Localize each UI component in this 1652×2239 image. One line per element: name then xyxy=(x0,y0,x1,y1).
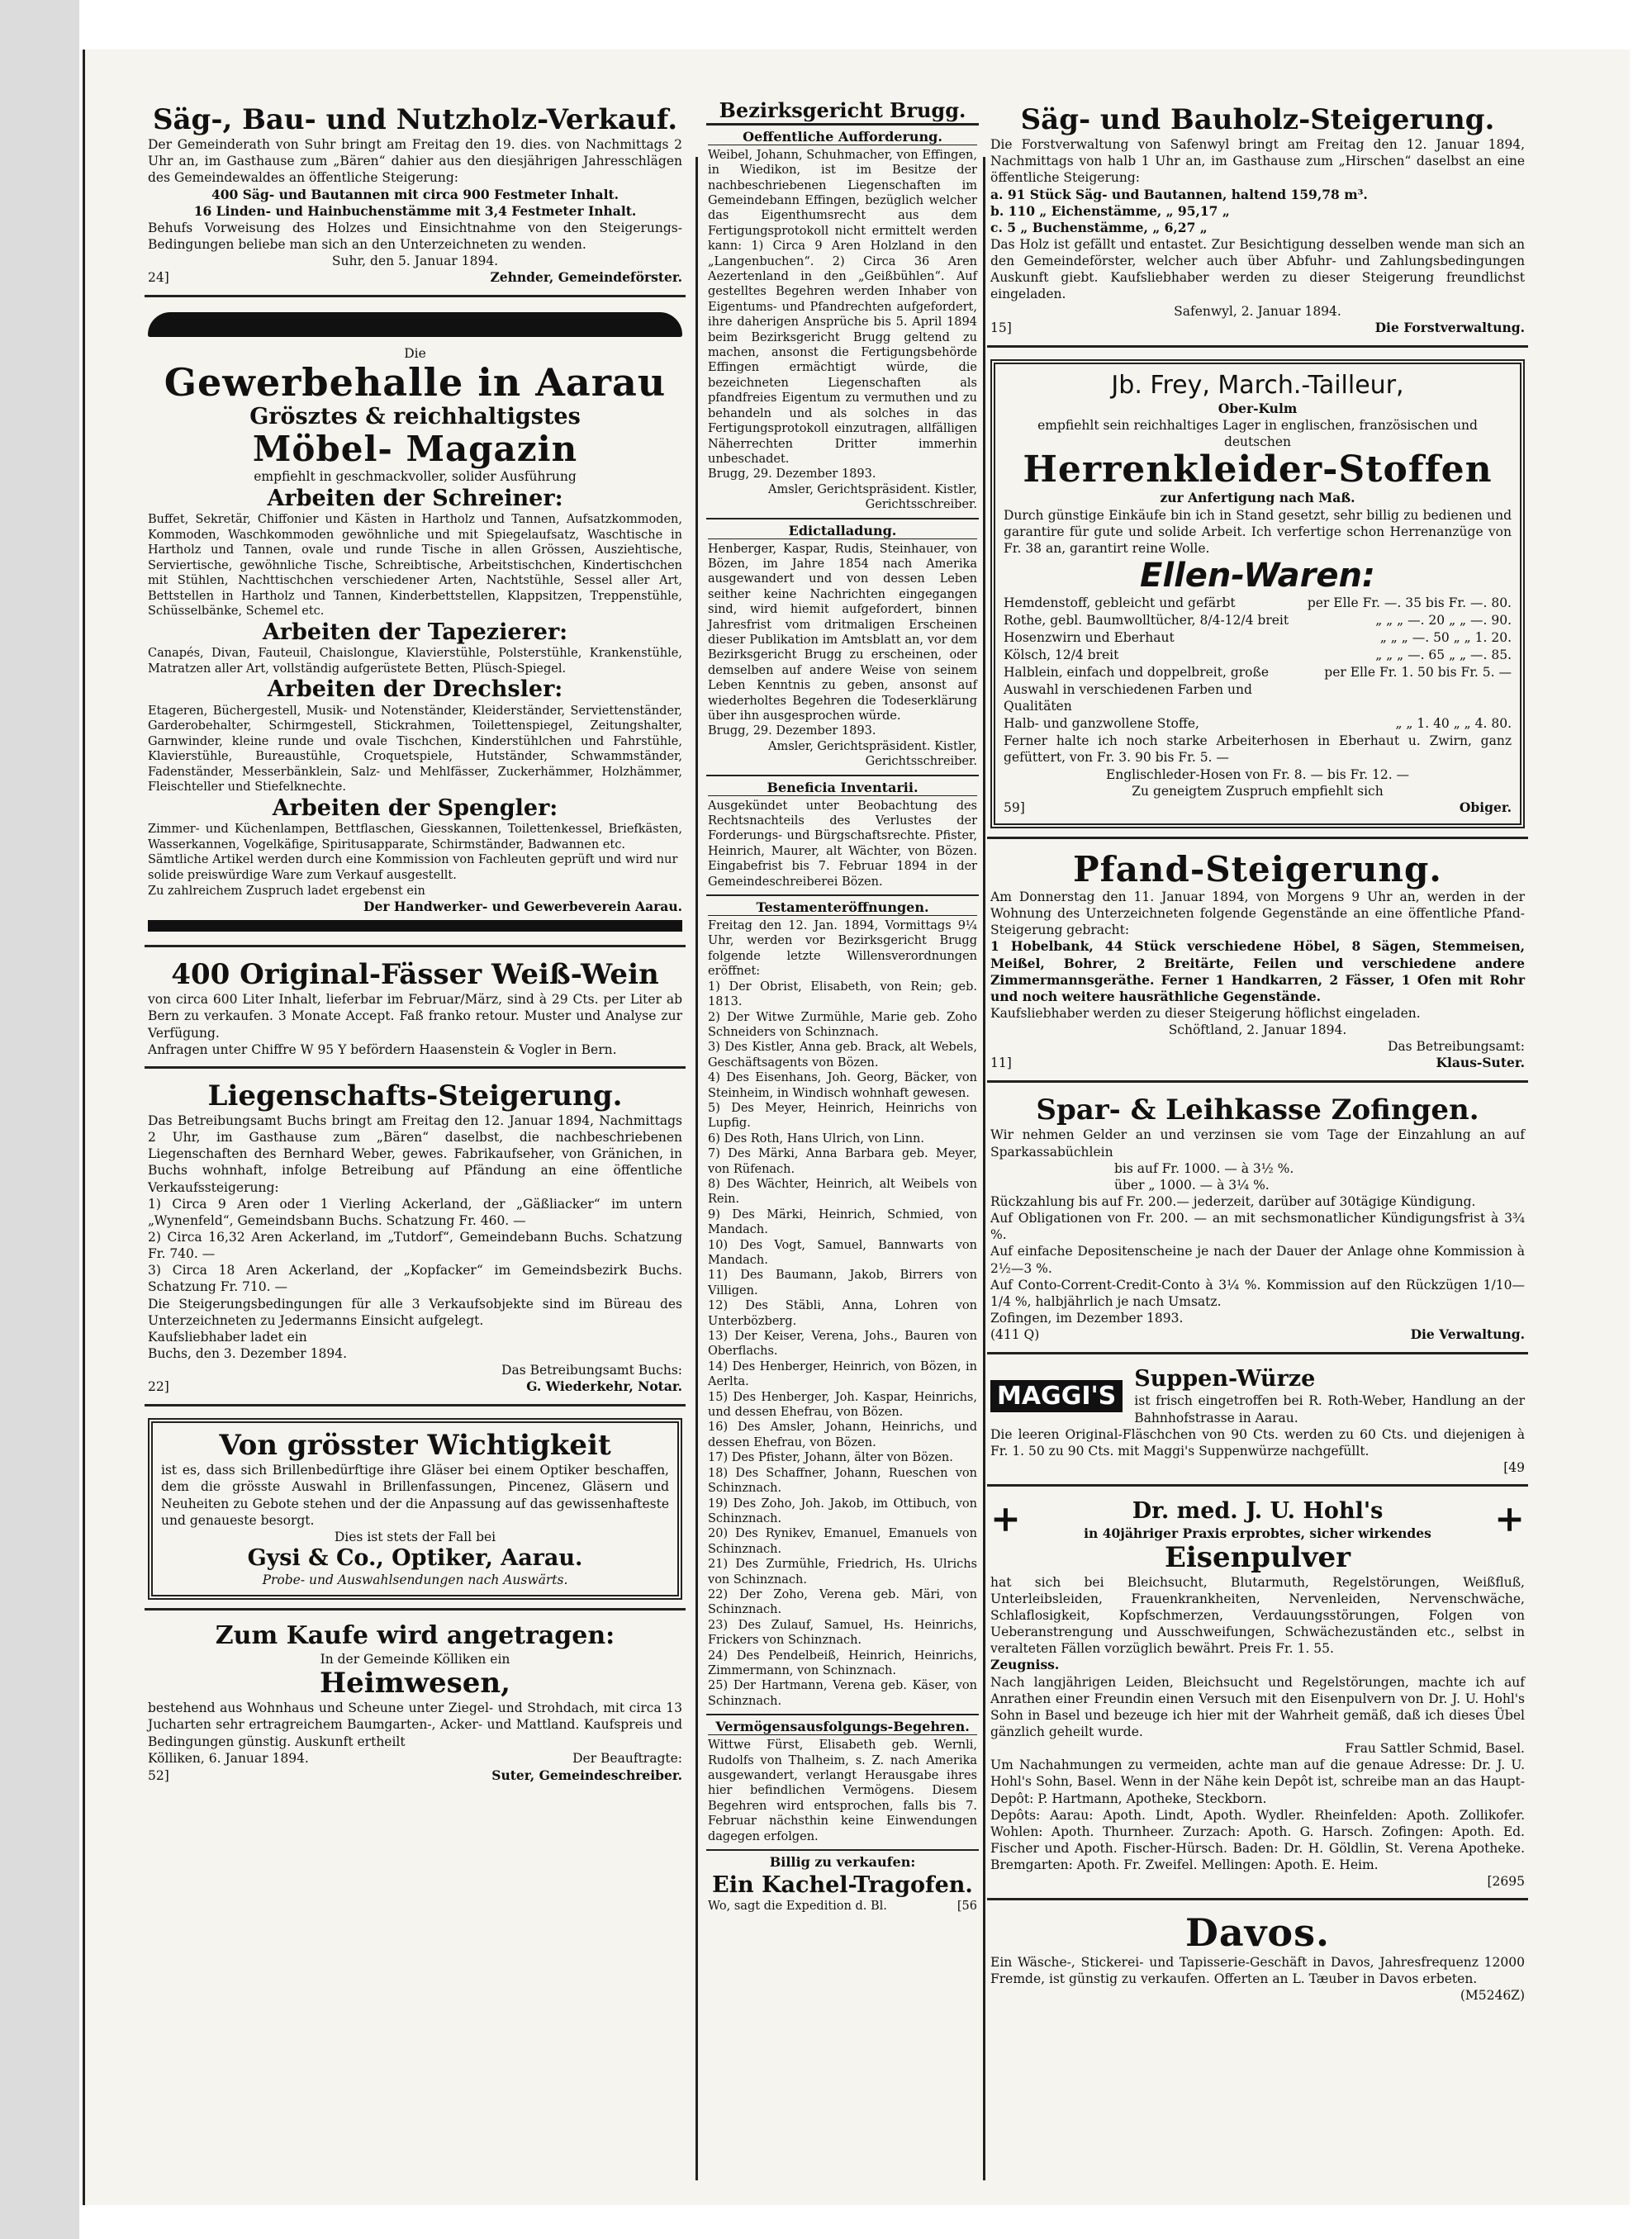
notice-title: Edictalladung. xyxy=(708,523,977,539)
ad-title: Zum Kaufe wird angetragen: xyxy=(215,1621,615,1651)
ad-body: Auf einfache Depositenscheine je nach der Dauer der Anlage ohne Kommission à 2½—3 %. xyxy=(990,1244,1525,1276)
testament-item: 9) Des Märki, Heinrich, Schmied, von Mandach. xyxy=(708,1207,977,1237)
ad-subtitle: Möbel- Magazin xyxy=(252,429,578,470)
ad-number: [56 xyxy=(957,1900,977,1914)
ad-headline: Ein Kachel-Tragofen. xyxy=(712,1872,973,1899)
price-value: per Elle Fr. 1. 50 bis Fr. 5. — xyxy=(1324,664,1512,680)
column-left xyxy=(145,99,686,2197)
column-right xyxy=(987,99,1528,2197)
testament-item: 25) Der Hartmann, Verena geb. Käser, von Schinznach. xyxy=(708,1679,977,1708)
section-text: Buffet, Sekretär, Chiffonier und Kästen in Hartholz und Tannen, Aufsatzkommoden, Kommoden, Waschkommoden gewöhnliche und mit Spiegelaufsatz, Waschtische in Hartholz und Tannen, ovale und runde Tische in allen Grössen, Ausziehtische, Serviertische, gewöhnliche Tische, Schreibtische, Arbeitstischchen, Kindertischchen mit Stühlen, Nachttischchen verschiedener Arten, Nachtstühle, Sessel aller Art, Bettstellen in Hartholz und Tannen, Kinderbettstellen, Klappsitzen, Treppenstühle, Schüsselbänke, Schemel etc. xyxy=(148,512,682,619)
column-heading: Bezirksgericht Brugg. xyxy=(706,99,979,126)
notice-title: Testamenteröffnungen. xyxy=(708,899,977,916)
ad-headline: Ellen-Waren: xyxy=(1140,556,1375,595)
ad-signature: Zehnder, Gemeindeförster. xyxy=(490,269,682,286)
ad-body: Ein Wäsche-, Stickerei- und Tapisserie-Geschäft in Davos, Jahresfrequenz 12000 Fremde, ist günstig zu verkaufen. Offerten an L. Tæuber in Davos erbeten. xyxy=(990,1955,1525,1987)
ad-hohl-eisenpulver xyxy=(987,1493,1528,1900)
testament-item: 19) Des Zoho, Joh. Jakob, im Ottibuch, von Schinznach. xyxy=(708,1497,977,1525)
left-margin-strip xyxy=(0,0,79,2239)
ad-body: Ferner halte ich noch starke Arbeiterhosen in Eberhaut u. Zwirn, ganz gefüttert, von Fr. 3. 90 bis Fr. 5. — xyxy=(1004,733,1512,766)
ad-body: Die Forstverwaltung von Safenwyl bringt am Freitag den 12. Januar 1894, Nachmittags von halb 1 Uhr an, im Gasthause zum „Hirschen“ daselbst an eine öffentliche Steigerung: xyxy=(990,137,1525,186)
ad-signature: Frau Sattler Schmid, Basel. xyxy=(1345,1741,1525,1757)
rate-line: über „ 1000. — à 3¼ %. xyxy=(1114,1177,1270,1193)
ad-saeg-bauholz xyxy=(987,99,1528,348)
testament-item: 11) Des Baumann, Jakob, Birrers von Villigen. xyxy=(708,1269,977,1297)
price-row xyxy=(1004,715,1512,733)
testament-item: 2) Der Witwe Zurmühle, Marie geb. Zoho Schneiders von Schinznach. xyxy=(708,1010,977,1039)
ad-body: hat sich bei Bleichsucht, Blutarmuth, Regelstörungen, Weißfluß, Unterleibsleiden, Frauenkrankheiten, Nervenleiden, Nervenschwäche, Schlaflosigkeit, Kopfschmerzen, Verdauungsstörungen, Folgen von Ueberanstrengung und Ausschweifungen, Schwächezuständen etc., selbst in veralteten Fällen vorzüglich bewährt. Preis Fr. 1. 55. xyxy=(990,1574,1525,1657)
ad-number: (M5246Z) xyxy=(1460,1988,1525,2004)
ad-weisswein xyxy=(145,954,686,1069)
price-item: Hemdenstoff, gebleicht und gefärbt xyxy=(1004,595,1236,610)
testament-item: 13) Der Keiser, Verena, Johs., Bauren von Oberflachs. xyxy=(708,1330,977,1359)
testament-item: 1) Der Obrist, Elisabeth, von Rein; geb. 1813. xyxy=(708,980,977,1009)
ad-body: ist es, dass sich Brillenbedürftige ihre Gläser bei einem Optiker beschaffen, dem die grösste Auswahl in Brillenfassungen, Pincenez, Gläsern und Neuheiten zu Gebote stehen und der die Anpassung auf das gewissenhafteste und genaueste besorgt. xyxy=(161,1463,669,1528)
notice-body: Freitag den 12. Jan. 1894, Vormittags 9¼ Uhr, werden vor Bezirksgericht Brugg folgende letzte Willensverordnungen eröffnet: xyxy=(708,919,977,979)
notice-title: Billig zu verkaufen: xyxy=(769,1854,916,1871)
ad-body: Am Donnerstag den 11. Januar 1894, von Morgens 9 Uhr an, werden in der Wohnung des Unterzeichneten folgende Gegenstände an eine öffentliche Pfand-Steigerung gebracht: xyxy=(990,889,1525,938)
ad-gysi-optiker xyxy=(145,1413,686,1610)
ad-line: c. 5 „ Buchenstämme, „ 6,27 „ xyxy=(990,219,1208,235)
ad-body: Kaufsliebhaber werden zu dieser Steigerung höflichst eingeladen. xyxy=(990,1005,1421,1021)
price-row xyxy=(1004,664,1512,716)
price-item: Halblein, einfach und doppelbreit, große Auswahl in verschiedenen Farben und Qualitäten xyxy=(1004,664,1270,714)
ad-gewerbehalle xyxy=(145,304,686,947)
ad-title: Säg- und Bauholz-Steigerung. xyxy=(1020,103,1495,136)
ad-body: bestehend aus Wohnhaus und Scheune unter Ziegel- und Strohdach, mit circa 13 Jucharten sehr ertragreichem Baumgarten-, Acker- und Mattland. Kaufspreis und Bedingungen günstig. Auskunft ertheilt xyxy=(148,1701,682,1749)
ornament-bar xyxy=(148,920,682,932)
ad-signature: G. Wiederkehr, Notar. xyxy=(526,1378,682,1395)
ad-body: Kaufsliebhaber ladet ein xyxy=(148,1329,307,1345)
testament-item: 23) Des Zulauf, Samuel, Hs. Heinrichs, Frickers von Schinznach. xyxy=(708,1618,977,1648)
ad-heimwesen xyxy=(145,1617,686,1792)
testament-item: 14) Des Henberger, Heinrich, von Bözen, in Aerlta. xyxy=(708,1359,977,1389)
ad-title: Davos. xyxy=(1184,1910,1331,1956)
ad-signature: Klaus-Suter. xyxy=(1436,1055,1525,1071)
testament-item: 15) Des Henberger, Joh. Kaspar, Heinrichs, und dessen Ehefrau, von Bözen. xyxy=(708,1390,977,1420)
ad-body: ist frisch eingetroffen bei R. Roth-Weber, Handlung an der Bahnhofstrasse in Aarau. xyxy=(1134,1393,1525,1425)
ad-pfand-steigerung xyxy=(987,846,1528,1084)
price-table xyxy=(1004,595,1512,733)
rate-line: bis auf Fr. 1000. — à 3½ %. xyxy=(1114,1160,1294,1176)
ad-body: Auf Conto-Corrent-Credit-Conto à 3¼ %. Kommission auf den Rückzügen 1/10—1/4 %, halbjährlich je nach Umsatz. xyxy=(990,1277,1525,1309)
ad-signature: Die Verwaltung. xyxy=(1410,1326,1525,1343)
ad-body: Um Nachahmungen zu vermeiden, achte man auf die genaue Adresse: Dr. J. U. Hohl's Sohn, Basel. Wenn in der Nähe kein Depôt ist, schreibe man an das Haupt-Depôt: P. Hartmann, Apotheke, Steckborn. xyxy=(990,1758,1525,1806)
ad-place-date: Schöftland, 2. Januar 1894. xyxy=(1168,1022,1347,1038)
ad-item: 2) Circa 16,32 Aren Ackerland, im „Tutdorf“, Gemeindebann Buchs. Schatzung Fr. 740. — xyxy=(148,1229,682,1262)
ad-signature: Obiger. xyxy=(1459,799,1512,815)
testament-item: 7) Des Märki, Anna Barbara geb. Meyer, von Rüfenach. xyxy=(708,1147,977,1176)
ad-note: Probe- und Auswahlsendungen nach Auswärts. xyxy=(262,1573,568,1588)
ad-headline: Eisenpulver xyxy=(1164,1540,1351,1574)
section-text: Etageren, Büchergestell, Musik- und Notenständer, Kleiderständer, Serviettenständer, Garderobehalter, Schirmgestell, Stickrahmen, Toilettenspiegel, Zeitungshalter, Garnwinder, kleine runde und ovale Tischchen, Kinderstühlchen und Fahrstühle, Klavierstühle, Bureaustühle, Croquetspiele, Hutständer, Schwammständer, Fadenständer, Messerbänklein, Salz- und Mehlfässer, Zuckerhämmer, Holzhämmer, Fleischteller und Stiefelknechte. xyxy=(148,704,682,795)
notice-testamente xyxy=(706,896,979,1715)
ad-body: empfiehlt sein reichhaltiges Lager in englischen, französischen und deutschen xyxy=(1037,417,1478,449)
price-row xyxy=(1004,629,1512,647)
testament-item: 20) Des Rynikev, Emanuel, Emanuels von Schinznach. xyxy=(708,1527,977,1556)
section-text: Zu zahlreichem Zuspruch ladet ergebenst ein xyxy=(148,884,425,898)
price-item: Rothe, gebl. Baumwolltücher, 8/4-12/4 breit xyxy=(1004,612,1289,628)
ad-place-date: Buchs, den 3. Dezember 1894. xyxy=(148,1345,348,1361)
ad-maggi xyxy=(987,1361,1528,1487)
ad-davos xyxy=(987,1907,1528,2012)
ad-liegenschafts-steigerung xyxy=(145,1075,686,1406)
ad-title: Liegenschafts-Steigerung. xyxy=(207,1079,623,1112)
ornament-bar xyxy=(148,312,682,337)
ad-place-date: Kölliken, 6. Januar 1894. xyxy=(148,1750,309,1766)
section-heading: Arbeiten der Drechsler: xyxy=(267,676,563,703)
section-text: Zimmer- und Küchenlampen, Bettflaschen, Giesskannen, Toilettenkessel, Briefkästen, Wasserkannen, Vogelkäfige, Spiritusapparate, Schirmständer, Badwannen etc. xyxy=(148,823,682,851)
ad-title: Gewerbehalle in Aarau xyxy=(164,360,667,406)
ad-place-date: Safenwyl, 2. Januar 1894. xyxy=(1174,303,1341,319)
ad-number: [49 xyxy=(1503,1459,1525,1475)
maggi-logo: MAGGI'S xyxy=(990,1380,1123,1412)
ad-body: empfiehlt in geschmackvoller, solider Ausführung xyxy=(254,469,577,485)
ad-title: Von grösster Wichtigkeit xyxy=(219,1429,611,1463)
ad-saegholz-verkauf xyxy=(145,99,686,297)
column-rule xyxy=(983,157,985,2180)
ad-line: a. 91 Stück Säg- und Bautannen, haltend 159,78 m³. xyxy=(990,186,1368,202)
notice-title: Beneficia Inventarii. xyxy=(708,780,977,796)
testament-item: 16) Des Amsler, Johann, Heinrichs, und dessen Ehefrau, von Bözen. xyxy=(708,1421,977,1449)
ad-body: zur Anfertigung nach Maß. xyxy=(1160,490,1355,506)
notice-vermoegen xyxy=(706,1715,979,1851)
notice-date: Brugg, 29. Dezember 1893. xyxy=(708,467,876,481)
ad-signature: Der Handwerker- und Gewerbeverein Aarau. xyxy=(363,899,682,915)
ad-title: Suppen-Würze xyxy=(1134,1366,1316,1392)
ad-frame xyxy=(990,359,1525,828)
ad-subtitle: Grösztes & reichhaltigstes xyxy=(249,403,581,429)
notice-edictalladung xyxy=(706,519,979,776)
cross-icon: + xyxy=(990,1498,1021,1541)
notice-body: Wo, sagt die Expedition d. Bl. xyxy=(708,1900,887,1914)
ad-frame xyxy=(148,1418,682,1600)
ad-body: Das Betreibungsamt Buchs bringt am Freitag den 12. Januar 1894, Nachmittags 2 Uhr, im Gasthause zum „Bären“ daselbst, die nachbeschriebenen Liegenschaften des Bernhard Weber, gewes. Fabrikaufseher, von Gränichen, in Buchs wohnhaft, infolge Betreibung auf Pfändung an eine öffentliche Verkaufssteigerung: xyxy=(148,1112,682,1195)
section-text: Canapés, Divan, Fauteuil, Chaislongue, Klavierstühle, Polsterstühle, Krankenstühle, Matratzen aller Art, vollständig aufgerüstete Betten, Plüsch-Spiegel. xyxy=(148,647,682,676)
ad-body: Auf Obligationen von Fr. 200. — an mit sechsmonatlicher Kündigungsfrist à 3¾ %. xyxy=(990,1211,1525,1243)
ad-body: Zu geneigtem Zuspruch empfiehlt sich xyxy=(1132,783,1384,799)
ad-number: 52] xyxy=(148,1767,169,1783)
testament-item: 5) Des Meyer, Heinrich, Heinrichs von Lupfig. xyxy=(708,1101,977,1131)
ad-body: Nach langjährigen Leiden, Bleichsucht und Regelstörungen, machte ich auf Anrathen einer Freundin einen Versuch mit den Eisenpulvern von Dr. J. U. Hohl's Sohn in Basel und bezeuge ich hier mit der Wahrheit gemäß, daß ich dieses Übel gänzlich geheilt wurde. xyxy=(990,1674,1525,1739)
price-row xyxy=(1004,612,1512,629)
ad-item: 3) Circa 18 Aren Ackerland, der „Kopfacker“ im Gemeindsbezirk Buchs. Schatzung Fr. 710. — xyxy=(148,1263,682,1295)
price-item: Hosenzwirn und Eberhaut xyxy=(1004,629,1175,645)
ad-body: Englischleder-Hosen von Fr. 8. — bis Fr. 12. — xyxy=(1105,766,1410,782)
testament-list xyxy=(708,980,977,1710)
column-rule xyxy=(695,157,698,2180)
ad-title: 400 Original-Fässer Weiß-Wein xyxy=(171,958,659,992)
ad-body: Rückzahlung bis auf Fr. 200.— jederzeit, darüber auf 30tägige Kündigung. xyxy=(990,1193,1476,1209)
ad-body: Dies ist stets der Fall bei xyxy=(334,1529,496,1544)
price-value: „ „ „ —. 65 „ „ —. 85. xyxy=(1375,647,1512,662)
price-item: Kölsch, 12/4 breit xyxy=(1004,647,1119,662)
ad-title: Spar- & Leihkasse Zofingen. xyxy=(1036,1093,1479,1127)
testament-item: 24) Des Pendelbeiß, Heinrich, Heinrichs, Zimmermann, von Schinznach. xyxy=(708,1648,977,1677)
notice-title: Vermögensausfolgungs-Begehren. xyxy=(708,1719,977,1735)
ad-title: Säg-, Bau- und Nutzholz-Verkauf. xyxy=(152,103,678,136)
ad-body: Die leeren Original-Fläschchen von 90 Cts. werden zu 60 Cts. und diejenigen à Fr. 1. 50 zu 90 Cts. mit Maggi's Suppenwürze nachgefüllt. xyxy=(990,1426,1525,1459)
ad-number: [2695 xyxy=(1487,1874,1525,1890)
ad-number: 15] xyxy=(990,320,1012,335)
ad-line: b. 110 „ Eichenstämme, „ 95,17 „ xyxy=(990,202,1230,219)
ad-office: Das Betreibungsamt Buchs: xyxy=(501,1363,682,1378)
notice-body: Ausgekündet unter Beobachtung des Rechtsnachteils des Verlustes der Forderungs- und Bürgschaftsrechte. Pfister, Heinrich, Maurer, alt Wächter, von Bözen. Eingabefrist bis 7. Februar 1894 in der Gemeindeschreiberei Bözen. xyxy=(708,799,977,889)
ad-body: In der Gemeinde Kölliken ein xyxy=(320,1651,510,1667)
ad-body: von circa 600 Liter Inhalt, lieferbar im Februar/März, sind à 29 Cts. per Liter ab Bern zu verkaufen. 3 Monate Accept. Faß franko retour. Muster und Analyse zur Verfügung. xyxy=(148,992,682,1041)
ad-kicker: Die xyxy=(404,346,426,362)
ad-sparkasse-zofingen xyxy=(987,1089,1528,1354)
column-middle xyxy=(706,99,979,2197)
notice-title: Oeffentliche Aufforderung. xyxy=(708,129,977,145)
ad-body: Der Gemeinderath von Suhr bringt am Freitag den 19. dies. von Nachmittags 2 Uhr an, im Gasthause zum „Bären“ dahier aus den diesjährigen Jahresschlägen des Gemeindewaldes an öffentliche Steigerung: xyxy=(148,137,682,186)
ad-office: Das Betreibungsamt: xyxy=(1387,1039,1525,1055)
notice-signature: Amsler, Gerichtspräsident. Kistler, Gerichtsschreiber. xyxy=(768,739,977,769)
testament-item: 21) Des Zurmühle, Friedrich, Hs. Ulrichs von Schinznach. xyxy=(708,1558,977,1587)
notice-aufforderung xyxy=(706,126,979,519)
testament-item: 22) Der Zoho, Verena geb. Märi, von Schinznach. xyxy=(708,1587,977,1617)
price-value: „ „ „ —. 20 „ „ —. 90. xyxy=(1375,612,1512,628)
price-value: „ „ „ —. 50 „ „ 1. 20. xyxy=(1379,629,1512,645)
ad-number: 11] xyxy=(990,1055,1012,1071)
ad-line: 400 Säg- und Bautannen mit circa 900 Festmeter Inhalt. xyxy=(211,186,620,202)
ad-title: Pfand-Steigerung. xyxy=(1073,848,1442,889)
ad-signature: Die Forstverwaltung. xyxy=(1374,319,1525,335)
ad-number: (411 Q) xyxy=(990,1327,1040,1343)
cross-icon: + xyxy=(1494,1498,1525,1541)
ad-subtitle: in 40jähriger Praxis erprobtes, sicher wirkendes xyxy=(1084,1525,1431,1541)
ad-title: Dr. med. J. U. Hohl's xyxy=(1132,1498,1384,1525)
ad-body: Anfragen unter Chiffre W 95 Y befördern Haasenstein & Vogler in Bern. xyxy=(148,1041,617,1057)
ad-title: Jb. Frey, March.-Tailleur, xyxy=(1111,370,1404,400)
price-value: per Elle Fr. —. 35 bis Fr. —. 80. xyxy=(1307,595,1512,610)
testament-item: 8) Des Wächter, Heinrich, alt Weibels von Rein. xyxy=(708,1177,977,1207)
ad-body: Zeugniss. xyxy=(990,1657,1060,1673)
ad-item: 1) Circa 9 Aren oder 1 Vierling Ackerland, der „Gäßliacker“ im untern „Wynenfeld“, Gemeindsbann Buchs. Schatzung Fr. 460. — xyxy=(148,1196,682,1228)
notice-date: Brugg, 29. Dezember 1893. xyxy=(708,724,876,738)
ad-headline: Herrenkleider-Stoffen xyxy=(1023,448,1493,491)
ad-body: 1 Hobelbank, 44 Stück verschiedene Höbel, 8 Sägen, Stemmeisen, Meißel, Bohrer, 2 Breitärte, Feilen und verschiedene andere Zimmermannsgeräthe. Ferner 1 Handkarren, 2 Fässer, 1 Ofen mit Rohr und noch weitere hausräthliche Gegenstände. xyxy=(990,938,1525,1004)
ad-place: Ober-Kulm xyxy=(1218,400,1298,416)
ad-number: 22] xyxy=(148,1379,169,1395)
section-heading: Arbeiten der Spengler: xyxy=(272,795,558,821)
testament-item: 4) Des Eisenhans, Joh. Georg, Bäcker, von Steinheim, in Windisch wohnhaft gewesen. xyxy=(708,1071,977,1100)
ad-body: Die Steigerungsbedingungen für alle 3 Verkaufsobjekte sind im Büreau des Unterzeichneten zu Jedermanns Einsicht aufgelegt. xyxy=(148,1296,682,1328)
section-heading: Arbeiten der Tapezierer: xyxy=(262,619,568,645)
testament-item: 3) Des Kistler, Anna geb. Brack, alt Webels, Geschäftsagents von Bözen. xyxy=(708,1041,977,1070)
ad-number: 24] xyxy=(148,270,169,286)
ad-body: Behufs Vorweisung des Holzes und Einsichtnahme von den Steigerungs-Bedingungen beliebe man sich an den Unterzeichneten zu wenden. xyxy=(148,220,682,252)
ad-headline: Heimwesen, xyxy=(320,1667,510,1701)
ad-body: Depôts: Aarau: Apoth. Lindt, Apoth. Wydler. Rheinfelden: Apoth. Zollikofer. Wohlen: Apoth. Thurnheer. Zurzach: Apoth. G. Harsch. Zofingen: Apoth. Ed. Fischer und Apoth. Fischer-Hürsch. Baden: Dr. H. Göldlin, St. Verena Apotheke. Bremgarten: Apoth. Fr. Zweifel. Mellingen: Apoth. E. Heim. xyxy=(990,1807,1525,1873)
notice-beneficia xyxy=(706,776,979,896)
ad-body: Durch günstige Einkäufe bin ich in Stand gesetzt, sehr billig zu bedienen und garantire für gute und solide Arbeit. Ich verfertige schon Herrenanzüge von Fr. 38 an, garantirt reine Wolle. xyxy=(1004,507,1512,556)
ad-place-date: Suhr, den 5. Januar 1894. xyxy=(331,254,499,269)
price-row xyxy=(1004,647,1512,664)
notice-signature: Amsler, Gerichtspräsident. Kistler, Gerichtsschreiber. xyxy=(768,482,977,512)
price-item: Halb- und ganzwollene Stoffe, xyxy=(1004,716,1199,732)
testament-item: 17) Des Pfister, Johann, älter von Bözen. xyxy=(708,1451,953,1465)
notice-body: Weibel, Johann, Schuhmacher, von Effingen, in Wiedikon, ist im Besitze der nachbeschriebenen Liegenschaften im Gemeindebann Effingen, bezüglich welcher das Eigenthumsrecht aus dem Fertigungsprotokoll nicht ermittelt werden kann: 1) Circa 9 Aren Holzland in den „Langenbuchen“. 2) Circa 36 Aren Aezertenland in den „Geißbühlen“. Auf gestelltes Begehren werden Inhaber von Eigentums- und Pfandrechten aufgefordert, ihre daherigen Ansprüche bis 5. April 1894 beim Bezirksgericht Brugg geltend zu machen, ansonst die Fertigungsbehörde Effingen ermächtigt würde, die bezeichneten Liegenschaften als pfandfreies Eigentum zu vermuthen und zu behandeln und als solches in das Fertigungsprotokoll einzutragen, allfälligen Näherrechten Dritter immerhin unbeschadet. xyxy=(708,148,977,466)
testament-item: 18) Des Schaffner, Johann, Rueschen von Schinznach. xyxy=(708,1466,977,1496)
ad-body: Das Holz ist gefällt und entastet. Zur Besichtigung desselben wende man sich an den Gemeindeförster, welcher auch über Abfuhr- und Zahlungsbedingungen Auskunft giebt. Kaufsliebhaber werden zu dieser Steigerung freundlichst eingeladen. xyxy=(990,236,1525,302)
ad-place-date: Zofingen, im Dezember 1893. xyxy=(990,1310,1184,1326)
notice-body: Henberger, Kaspar, Rudis, Steinhauer, von Bözen, im Jahre 1854 nach Amerika ausgewandert und von dessen Leben seither keine Nachrichten eingegangen sind, wird hiemit aufgefordert, binnen Jahresfrist vom dritmaligen Erscheinen dieser Publikation im Amtsblatt an, vor dem Bezirksgericht Brugg zu erscheinen, oder demselben auf andere Weise von seinem Leben Kenntnis zu geben, ansonst auf wiederholtes Begehren die Todeserklärung über ihn ausgesprochen würde. xyxy=(708,542,977,723)
price-value: „ „ 1. 40 „ „ 4. 80. xyxy=(1395,716,1512,732)
ad-firm: Gysi & Co., Optiker, Aarau. xyxy=(247,1544,583,1571)
ad-line: 16 Linden- und Hainbuchenstämme mit 3,4 Festmeter Inhalt. xyxy=(193,202,637,219)
testament-item: 12) Des Stäbli, Anna, Lohren von Unterbözberg. xyxy=(708,1299,977,1328)
ad-body: Wir nehmen Gelder an und verzinsen sie vom Tage der Einzahlung an auf Sparkassabüchlein xyxy=(990,1127,1525,1160)
price-row xyxy=(1004,595,1512,612)
ad-number: 59] xyxy=(1004,799,1025,815)
ad-kachelofen xyxy=(706,1851,979,1920)
testament-item: 10) Des Vogt, Samuel, Bannwarts von Mandach. xyxy=(708,1238,977,1268)
section-text: Sämtliche Artikel werden durch eine Kommission von Fachleuten geprüft und wird nur solide preiswürdige Ware zum Verkauf ausgestellt. xyxy=(148,853,678,882)
ad-frey-tailleur xyxy=(987,354,1528,839)
ad-signature: Suter, Gemeindeschreiber. xyxy=(491,1767,682,1783)
notice-body: Wittwe Fürst, Elisabeth geb. Wernli, Rudolfs von Thalheim, s. Z. nach Amerika ausgewandert, verlangt Herausgabe ihres hier befindlichen Vermögens. Diesem Begehren wird entsprochen, falls bis 7. Februar nächsthin keine Einwendungen dagegen erfolgen. xyxy=(708,1739,977,1843)
testament-item: 6) Des Roth, Hans Ulrich, von Linn. xyxy=(708,1131,924,1146)
ad-office: Der Beauftragte: xyxy=(572,1750,682,1766)
section-heading: Arbeiten der Schreiner: xyxy=(267,485,563,511)
